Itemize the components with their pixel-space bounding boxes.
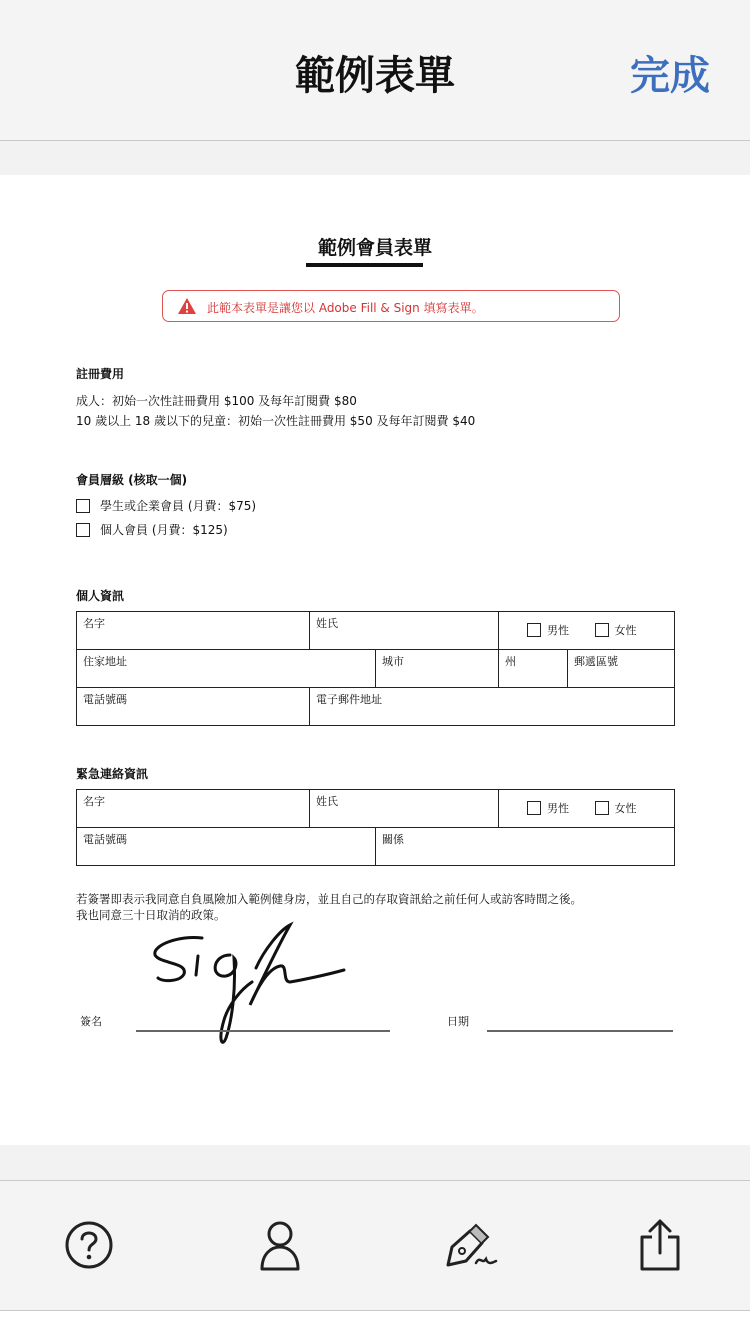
- state-field[interactable]: 州: [499, 650, 568, 688]
- last-name-field[interactable]: 姓氏: [310, 612, 499, 650]
- bottom-edge: [0, 1310, 750, 1335]
- top-bar: [0, 0, 750, 141]
- male-option[interactable]: 男性: [527, 622, 569, 638]
- email-field[interactable]: 電子郵件地址: [310, 688, 675, 726]
- tier-option-student[interactable]: 學生或企業會員 (月費：$75): [76, 497, 256, 514]
- city-field[interactable]: 城市: [376, 650, 499, 688]
- phone-field[interactable]: 電話號碼: [77, 688, 310, 726]
- title-underline: [306, 263, 423, 267]
- profile-icon[interactable]: [252, 1217, 308, 1273]
- signature-label: 簽名: [80, 1015, 102, 1028]
- bottom-toolbar: [0, 1180, 750, 1311]
- checkbox[interactable]: [595, 801, 609, 815]
- tier-option-personal[interactable]: 個人會員 (月費：$125): [76, 521, 228, 538]
- document-title: 範例會員表單: [317, 237, 432, 259]
- female-option[interactable]: 女性: [595, 622, 637, 638]
- tier-heading: 會員層級 (核取一個): [76, 473, 188, 487]
- checkbox[interactable]: [595, 623, 609, 637]
- emergency-heading: 緊急連絡資訊: [76, 767, 149, 781]
- alert-text: 此範本表單是讓您以 Adobe Fill & Sign 填寫表單。: [207, 301, 484, 315]
- checkbox[interactable]: [527, 623, 541, 637]
- checkbox[interactable]: [76, 523, 90, 537]
- done-button[interactable]: 完成: [630, 53, 710, 99]
- info-alert: [162, 290, 620, 322]
- emergency-gender-field: [499, 790, 675, 828]
- gender-field: [499, 612, 675, 650]
- sign-icon[interactable]: [442, 1217, 498, 1273]
- consent-text: 若簽署即表示我同意自負風險加入範例健身房，並且自己的存取資訊給之前任何人或訪客時間之後。 我也同意三十日取消的政策。: [76, 892, 582, 922]
- emergency-phone-field[interactable]: 電話號碼: [77, 828, 376, 866]
- personal-heading: 個人資訊: [76, 589, 125, 603]
- warning-icon: [177, 297, 197, 315]
- emergency-first-name-field[interactable]: 名字: [77, 790, 310, 828]
- address-field[interactable]: 住家地址: [77, 650, 376, 688]
- signature-line[interactable]: [136, 1030, 390, 1032]
- date-line[interactable]: [487, 1030, 673, 1032]
- relation-field[interactable]: 關係: [376, 828, 675, 866]
- fee-line-adult: 成人：初始一次性註冊費用 $100 及每年訂閱費 $80: [76, 394, 357, 408]
- emergency-last-name-field[interactable]: 姓氏: [310, 790, 499, 828]
- page-title: 範例表單: [295, 53, 455, 99]
- fee-line-child: 10 歲以上 18 歲以下的兒童：初始一次性註冊費用 $50 及每年訂閱費 $40: [76, 414, 476, 428]
- first-name-field[interactable]: 名字: [77, 612, 310, 650]
- zip-field[interactable]: 郵遞區號: [568, 650, 675, 688]
- help-icon[interactable]: [61, 1217, 117, 1273]
- signature-drawing[interactable]: [140, 920, 360, 1070]
- date-label: 日期: [447, 1015, 469, 1028]
- checkbox[interactable]: [76, 499, 90, 513]
- male-option[interactable]: 男性: [527, 800, 569, 816]
- emergency-info-table: [76, 789, 675, 866]
- personal-info-table: [76, 611, 675, 726]
- female-option[interactable]: 女性: [595, 800, 637, 816]
- checkbox[interactable]: [527, 801, 541, 815]
- form-page: [0, 175, 750, 1145]
- share-icon[interactable]: [632, 1217, 688, 1273]
- fees-heading: 註冊費用: [76, 367, 125, 381]
